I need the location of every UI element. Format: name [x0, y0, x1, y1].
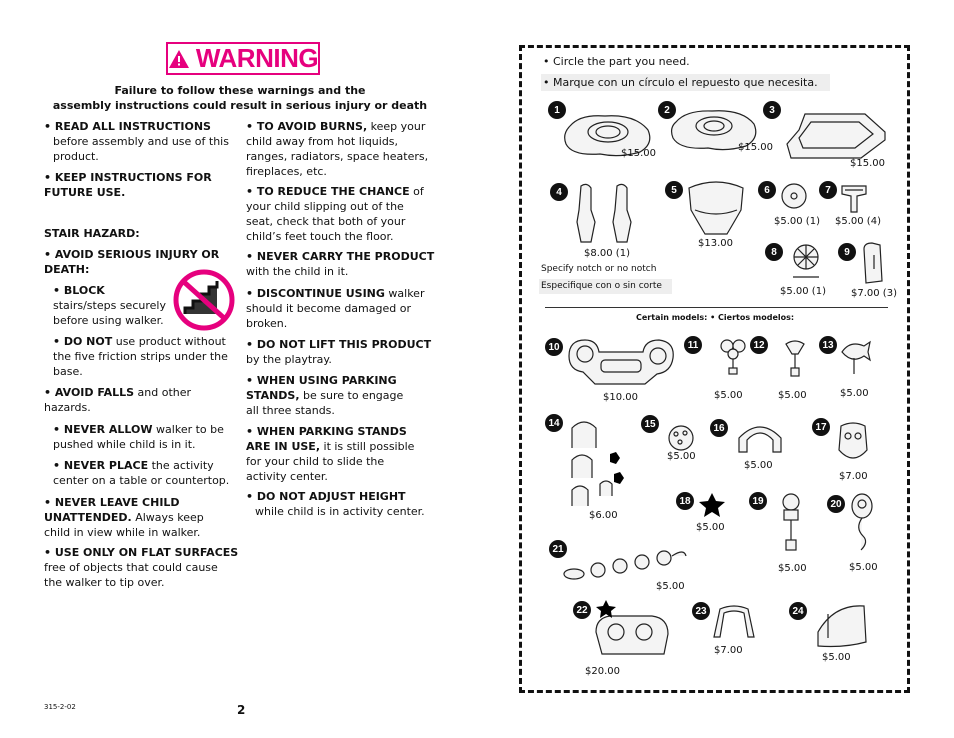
block-stairs [53, 283, 169, 328]
part-4-number: 4 [550, 183, 568, 201]
part-8-price: $5.00 (1) [780, 286, 826, 297]
never-leave-child [44, 495, 219, 540]
part-15-number: 15 [641, 415, 659, 433]
do-not-use [53, 334, 233, 379]
part-23-number: 23 [692, 602, 710, 620]
part-24-base-image [814, 602, 868, 648]
part-5-number: 5 [665, 181, 683, 199]
part-3-number: 3 [763, 101, 781, 119]
part-17-number: 17 [812, 418, 830, 436]
part-2-number: 2 [658, 101, 676, 119]
keep-instructions [44, 170, 224, 200]
part-9-price: $7.00 (3) [851, 288, 897, 299]
parking-in-use-bold: • WHEN PARKING STANDS ARE IN USE, [246, 425, 407, 453]
notch-spanish: Especifique con o sin corte [539, 279, 672, 294]
parking-stands-bold: • WHEN USING PARKING STANDS, [246, 374, 397, 402]
part-20-toy-image [849, 492, 875, 556]
page-number: 2 [237, 703, 246, 717]
certain-models-label: Certain models: • Ciertos modelos: [636, 313, 795, 322]
part-11-price: $5.00 [714, 390, 743, 401]
headline-line-2: assembly instructions could result in serious injury or death [52, 99, 428, 112]
headline-line-1: Failure to follow these warnings and the [114, 84, 366, 97]
block-text: stairs/steps securely before using walker. [53, 299, 166, 327]
part-2-price: $15.00 [738, 142, 773, 153]
part-18-price: $5.00 [696, 522, 725, 533]
part-22-price: $20.00 [585, 666, 620, 677]
part-6-wheel-image [779, 181, 809, 211]
keep-instructions-bold: • KEEP INSTRUCTIONS FOR FUTURE USE. [44, 171, 212, 199]
part-5-price: $13.00 [698, 238, 733, 249]
part-21-price: $5.00 [656, 581, 685, 592]
never-carry [246, 249, 436, 279]
part-7-caster-image [839, 180, 869, 216]
part-16-price: $5.00 [744, 460, 773, 471]
parking-in-use-text: it is still possible for your child to slide the activity center. [246, 440, 415, 483]
part-4-legs-image [573, 182, 641, 246]
parking-stands-text: be sure to engage all three stands. [246, 389, 404, 417]
part-21-chain-image [560, 546, 690, 582]
part-3-price: $15.00 [850, 158, 885, 169]
part-10-number: 10 [545, 338, 563, 356]
do-not-lift-text: by the playtray. [246, 353, 332, 366]
avoid-burns-text: keep your child away from hot liquids, ranges, radiators, space heaters, fireplaces, etc. [246, 120, 429, 178]
part-3-frame-image [785, 110, 887, 160]
part-7-number: 7 [819, 181, 837, 199]
part-1-number: 1 [548, 101, 566, 119]
never-place-bold: • NEVER PLACE [53, 459, 149, 472]
part-5-seat-pad-image [683, 178, 749, 238]
flat-surfaces-text: free of objects that could cause the walker to tip over. [44, 561, 218, 589]
adjust-height-text: while child is in activity center. [255, 505, 425, 518]
discontinue-using [246, 286, 426, 331]
instruction-spanish: • Marque con un círculo el repuesto que necesita. [541, 74, 830, 91]
avoid-falls [44, 385, 224, 415]
part-24-price: $5.00 [822, 652, 851, 663]
discontinue-bold: • DISCONTINUE USING [246, 287, 385, 300]
part-8-wheel-image [791, 243, 823, 283]
part-6-price: $5.00 (1) [774, 216, 820, 227]
part-13-number: 13 [819, 336, 837, 354]
part-14-arches-image [566, 416, 626, 510]
no-stairs-icon [171, 268, 237, 332]
do-not-lift [246, 337, 436, 367]
part-24-number: 24 [789, 602, 807, 620]
part-14-price: $6.00 [589, 510, 618, 521]
part-16-number: 16 [710, 419, 728, 437]
part-22-console-image [590, 598, 674, 662]
warning-title: WARNING [195, 43, 319, 73]
never-place-text: the activity center on a table or countertop. [53, 459, 230, 487]
reduce-chance-bold: • TO REDUCE THE CHANCE [246, 185, 410, 198]
do-not-text: use product without the five friction strips under the base. [53, 335, 228, 378]
never-allow-text: walker to be pushed while child is in it. [53, 423, 224, 451]
part-9-number: 9 [838, 243, 856, 261]
parking-stands [246, 373, 416, 418]
stair-hazard-heading: STAIR HAZARD: [44, 227, 140, 240]
never-carry-bold: • NEVER CARRY THE PRODUCT [246, 250, 435, 263]
part-18-star-image [697, 491, 727, 519]
part-11-number: 11 [684, 336, 702, 354]
part-19-number: 19 [749, 492, 767, 510]
avoid-burns-bold: • TO AVOID BURNS, [246, 120, 368, 133]
flat-surfaces [44, 545, 239, 590]
read-instructions-text: before assembly and use of this product. [53, 135, 229, 163]
flat-surfaces-bold: • USE ONLY ON FLAT SURFACES [44, 546, 239, 559]
never-allow [53, 422, 228, 452]
part-12-toy-image [780, 338, 810, 380]
part-15-ball-image [666, 424, 696, 452]
part-19-toy-image [776, 492, 806, 556]
never-allow-bold: • NEVER ALLOW [53, 423, 153, 436]
part-17-toy-image [835, 420, 871, 468]
warning-headline [40, 83, 440, 113]
discontinue-text: walker should it become damaged or broken. [246, 287, 425, 330]
block-bold: • BLOCK [53, 284, 105, 297]
part-14-number: 14 [545, 414, 563, 432]
avoid-serious-injury: • AVOID SERIOUS INJURY OR DEATH: [44, 248, 220, 276]
part-10-tray-image [565, 336, 677, 388]
parking-stands-in-use [246, 424, 426, 484]
part-12-number: 12 [750, 336, 768, 354]
part-11-toy-image [719, 338, 747, 378]
part-15-price: $5.00 [667, 451, 696, 462]
warning-banner [166, 42, 320, 75]
do-not-bold: • DO NOT [53, 335, 113, 348]
document-code: 315-2-02 [44, 703, 76, 711]
never-leave-bold: • NEVER LEAVE CHILD UNATTENDED. [44, 496, 180, 524]
read-instructions [44, 119, 234, 164]
part-20-number: 20 [827, 495, 845, 513]
part-19-price: $5.00 [778, 563, 807, 574]
never-leave-text: Always keep child in view while in walker. [44, 511, 204, 539]
part-8-number: 8 [765, 243, 783, 261]
part-6-number: 6 [758, 181, 776, 199]
do-not-adjust-height [246, 489, 431, 519]
part-13-price: $5.00 [840, 388, 869, 399]
part-9-strip-image [862, 241, 884, 285]
read-instructions-bold: • READ ALL INSTRUCTIONS [44, 120, 211, 133]
part-4-price: $8.00 (1) [584, 248, 630, 259]
avoid-falls-text: and other hazards. [44, 386, 192, 414]
part-17-price: $7.00 [839, 471, 868, 482]
divider [545, 307, 888, 308]
reduce-chance-text: of your child slipping out of the seat, check that both of your child’s feet touch the floor. [246, 185, 424, 243]
adjust-height-bold: • DO NOT ADJUST HEIGHT [246, 490, 406, 503]
part-7-price: $5.00 (4) [835, 216, 881, 227]
notch-english: Specify notch or no notch [541, 264, 657, 274]
never-carry-text: with the child in it. [246, 265, 349, 278]
never-place [53, 458, 238, 488]
part-12-price: $5.00 [778, 390, 807, 401]
avoid-burns [246, 119, 431, 179]
do-not-lift-bold: • DO NOT LIFT THIS PRODUCT [246, 338, 432, 351]
part-13-toy-image [838, 338, 872, 378]
warning-triangle-icon [168, 49, 190, 69]
part-21-number: 21 [549, 540, 567, 558]
part-22-number: 22 [573, 601, 591, 619]
instruction-english: • Circle the part you need. [543, 55, 690, 68]
part-1-price: $15.00 [621, 148, 656, 159]
part-23-price: $7.00 [714, 645, 743, 656]
part-10-price: $10.00 [603, 392, 638, 403]
part-23-handle-image [710, 601, 758, 641]
reduce-chance [246, 184, 431, 244]
avoid-falls-bold: • AVOID FALLS [44, 386, 135, 399]
part-20-price: $5.00 [849, 562, 878, 573]
part-18-number: 18 [676, 492, 694, 510]
part-16-arch-image [735, 420, 785, 454]
